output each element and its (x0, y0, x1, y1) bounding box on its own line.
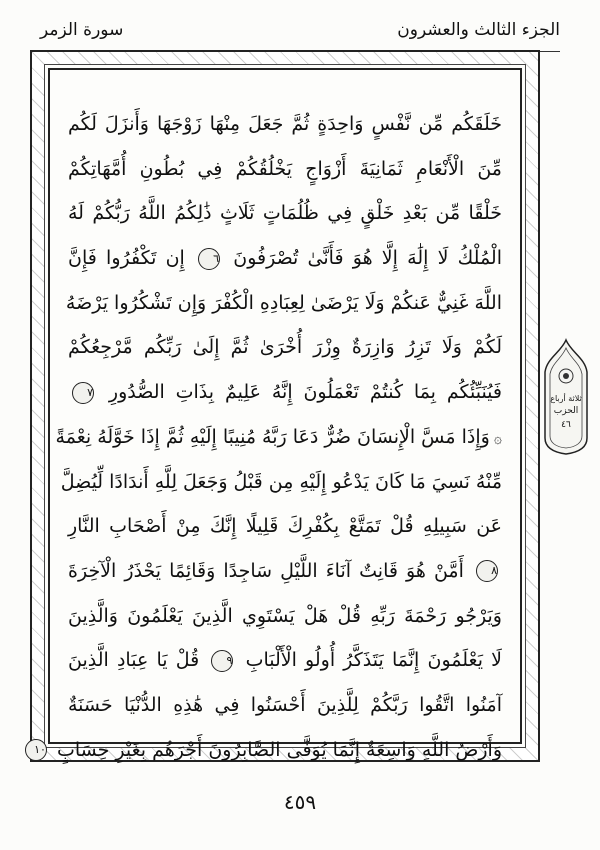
text-line: ٨ أَمَّنْ هُوَ قَانِتٌ آنَاءَ اللَّيْلِ سَاجِدًا وَقَائِمًا يَحْذَرُ الْآخِرَةَ (68, 559, 497, 582)
ayah-number: ٩ (211, 650, 233, 672)
hizb-marker (541, 338, 591, 456)
rub-el-hizb-icon: ۞ (493, 430, 502, 447)
text-line: فَيُنَبِّئُكُم بِمَا كُنتُمْ تَعْمَلُونَ إِنَّهُ عَلِيمٌ بِذَاتِ الصُّدُورِ ٧ (68, 370, 502, 415)
text-line: وَأَرْضُ اللَّهِ وَاسِعَةٌ إِنَّمَا يُوَفَّى الصَّابِرُونَ أَجْرَهُم بِغَيْرِ حِسَابٍ ١٠ (68, 728, 502, 773)
ayah-number: ١٠ (25, 739, 47, 761)
text-line: لَكُمْ وَلَا تَزِرُ وَازِرَةٌ وِزْرَ أُخْرَىٰ ثُمَّ إِلَىٰ رَبِّكُم مَّرْجِعُكُمْ (68, 336, 502, 359)
text-line: لَا يَعْلَمُونَ إِنَّمَا يَتَذَكَّرُ أُولُو الْأَلْبَابِ ٩ قُلْ يَا عِبَادِ الَّذِينَ (68, 649, 503, 672)
ornamental-border (30, 50, 540, 762)
page-header (40, 16, 560, 52)
surah-title: سورة الزمر (40, 20, 124, 40)
text-line: خَلْقًا مِّن بَعْدِ خَلْقٍ فِي ظُلُمَاتٍ ثَلَاثٍ ذَٰلِكُمُ اللَّهُ رَبُّكُمْ لَهُ (68, 202, 502, 225)
page-number: ٤٥٩ (283, 790, 317, 814)
text-frame (34, 68, 522, 761)
text-line: آمَنُوا اتَّقُوا رَبَّكُمْ لِلَّذِينَ أَحْسَنُوا فِي هَٰذِهِ الدُّنْيَا حَسَنَةٌ (68, 693, 502, 716)
text-line: عَن سَبِيلِهِ قُلْ تَمَتَّعْ بِكُفْرِكَ قَلِيلًا إِنَّكَ مِنْ أَصْحَابِ النَّارِ (68, 515, 502, 538)
ayah-number: ٦ (198, 248, 220, 270)
juz-title: الجزء الثالث والعشرون (397, 20, 560, 40)
text-line: اللَّهَ غَنِيٌّ عَنكُمْ وَلَا يَرْضَىٰ لِعِبَادِهِ الْكُفْرَ وَإِن تَشْكُرُوا يَرْضَهُ (65, 291, 502, 314)
hizb-quarter-label: ثلاثة أرباع (550, 394, 582, 403)
text-line: مِّنَ الْأَنْعَامِ ثَمَانِيَةَ أَزْوَاجٍ يَخْلُقُكُمْ فِي بُطُونِ أُمَّهَاتِكُمْ (68, 157, 502, 180)
hizb-number: ٤٦ (561, 420, 571, 430)
ayah-number: ٨ (476, 560, 498, 582)
quran-text (34, 102, 503, 761)
text-line: خَلَقَكُم مِّن نَّفْسٍ وَاحِدَةٍ ثُمَّ جَعَلَ مِنْهَا زَوْجَهَا وَأَنزَلَ لَكُم (68, 113, 502, 135)
text-line: الْمُلْكُ لَا إِلَٰهَ إِلَّا هُوَ فَأَنَّىٰ تُصْرَفُونَ ٦ إِن تَكْفُرُوا فَإِنَّ (68, 247, 502, 270)
text-line: مِّنْهُ نَسِيَ مَا كَانَ يَدْعُو إِلَيْهِ مِن قَبْلُ وَجَعَلَ لِلَّهِ أَندَادًا لِّيُضِلَّ (60, 470, 502, 493)
hizb-label: الحزب (553, 406, 579, 416)
ayah-number: ٧ (72, 382, 94, 404)
text-line: ۞وَإِذَا مَسَّ الْإِنسَانَ ضُرٌّ دَعَا رَبَّهُ مُنِيبًا إِلَيْهِ ثُمَّ إِذَا خَوَّلَهُ نِعْمَةً (68, 415, 502, 460)
text-line: وَيَرْجُو رَحْمَةَ رَبِّهِ قُلْ هَلْ يَسْتَوِي الَّذِينَ يَعْلَمُونَ وَالَّذِينَ (68, 604, 502, 627)
